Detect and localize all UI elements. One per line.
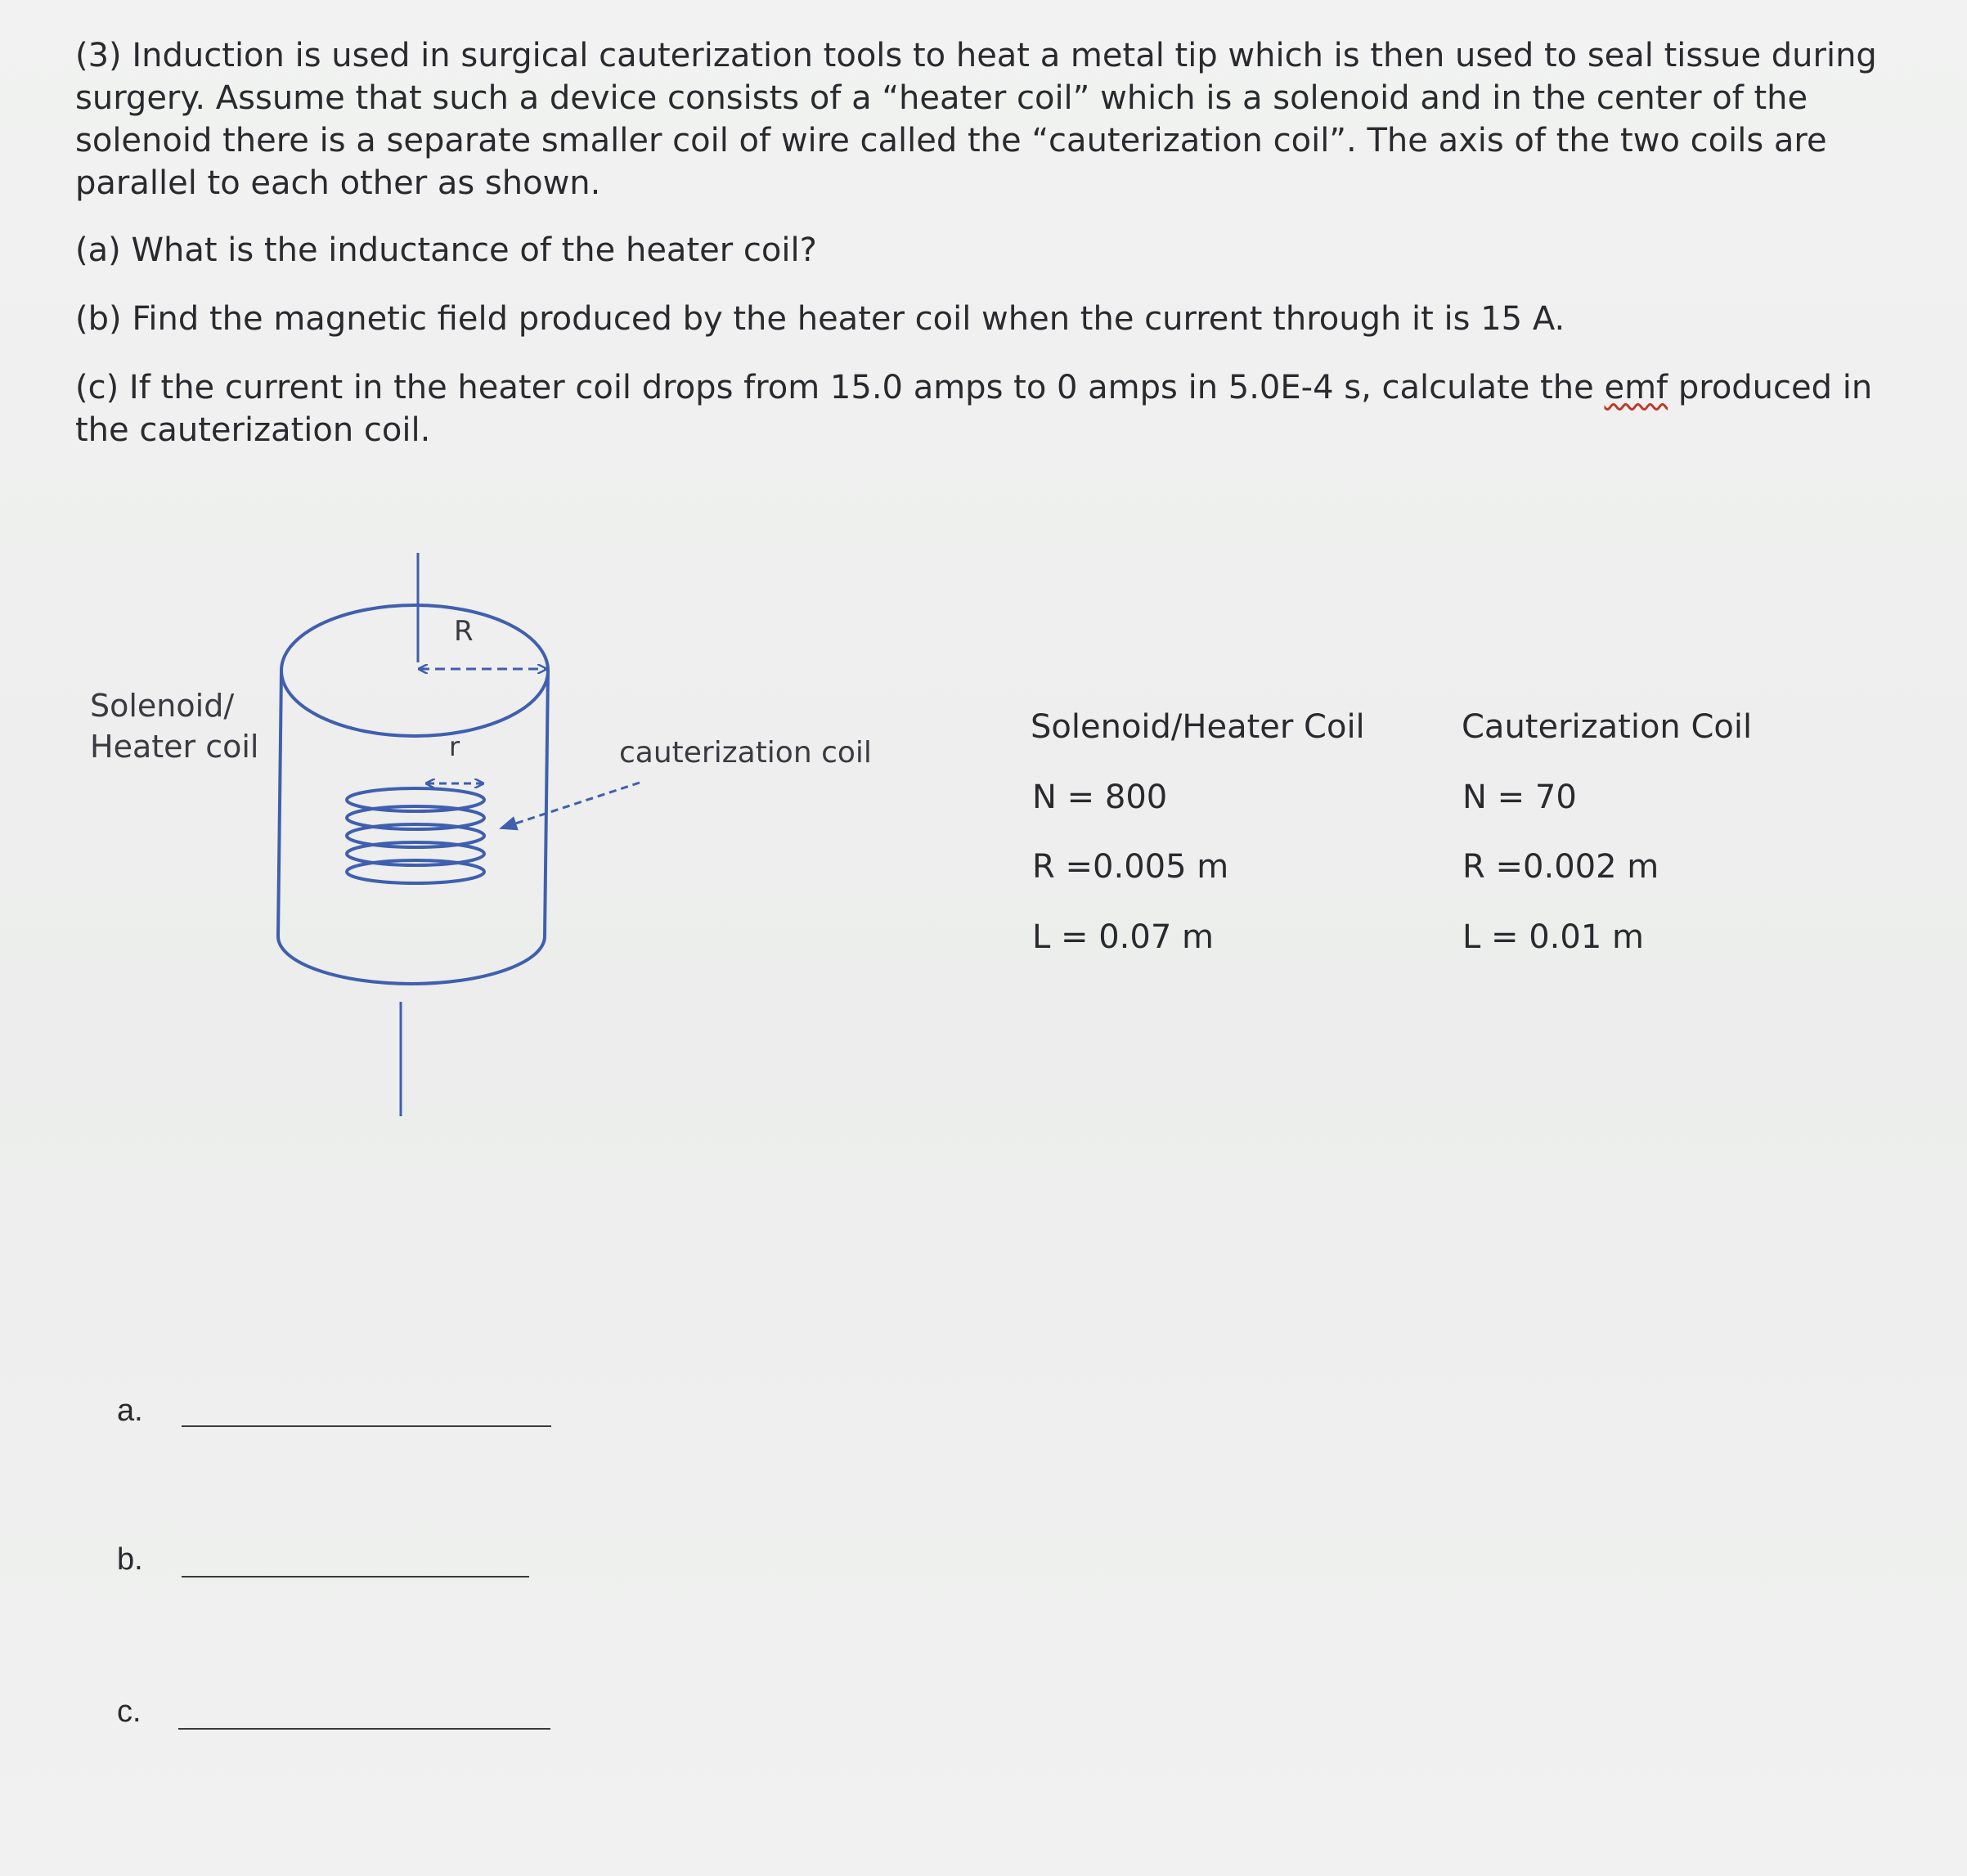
solenoid-top-ellipse bbox=[281, 605, 548, 736]
answer-a-blank[interactable] bbox=[182, 1425, 551, 1427]
answer-c-label: c. bbox=[117, 1694, 141, 1729]
answer-b-label: b. bbox=[117, 1542, 143, 1577]
big-radius-label: R bbox=[454, 615, 474, 648]
cauterization-pointer-arrow bbox=[501, 783, 640, 828]
part-c-text-end: produced in the cauterization coil. bbox=[75, 369, 1873, 449]
cauterization-coil-length: L = 0.01 m bbox=[1462, 918, 1644, 956]
cauterization-coil-icon bbox=[347, 788, 484, 883]
heater-coil-length: L = 0.07 m bbox=[1032, 918, 1214, 956]
heater-coil-radius: R =0.005 m bbox=[1032, 848, 1229, 886]
solenoid-heater-label bbox=[90, 685, 258, 767]
answer-a-label: a. bbox=[117, 1394, 143, 1428]
small-radius-label: r bbox=[449, 731, 460, 762]
part-c-text-start: (c) If the current in the heater coil drops from 15.0 amps to 0 amps in 5.0E-4 s, calculate the bbox=[75, 369, 1605, 406]
solenoid-label-line2: Heater coil bbox=[90, 729, 259, 765]
cauterization-coil-radius: R =0.002 m bbox=[1462, 848, 1659, 886]
cauterization-coil-header: Cauterization Coil bbox=[1462, 708, 1753, 746]
solenoid-label-line1: Solenoid/ bbox=[90, 688, 235, 724]
answer-b-blank[interactable] bbox=[182, 1576, 529, 1578]
cauterization-coil-label: cauterization coil bbox=[619, 736, 872, 770]
answer-c-blank[interactable] bbox=[178, 1728, 550, 1730]
heater-coil-header: Solenoid/Heater Coil bbox=[1031, 708, 1365, 746]
heater-coil-turns: N = 800 bbox=[1032, 779, 1168, 816]
question-intro: (3) Induction is used in surgical cauterization tools to heat a metal tip which is then used to seal tissue during surgery. Assume that such a device consists of a “heater coil” which is a solenoid and in the center of the solenoid there is a separate smaller coil of wire called the “cauterization coil”. The axis of the two coils are parallel to each other as shown. bbox=[75, 37, 1877, 202]
cauterization-coil-turns: N = 70 bbox=[1462, 779, 1577, 816]
emf-term: emf bbox=[1604, 369, 1668, 406]
question-part-b: (b) Find the magnetic field produced by the heater coil when the current through it is 15 A. bbox=[75, 300, 1565, 338]
question-part-a: (a) What is the inductance of the heater coil? bbox=[75, 231, 817, 269]
